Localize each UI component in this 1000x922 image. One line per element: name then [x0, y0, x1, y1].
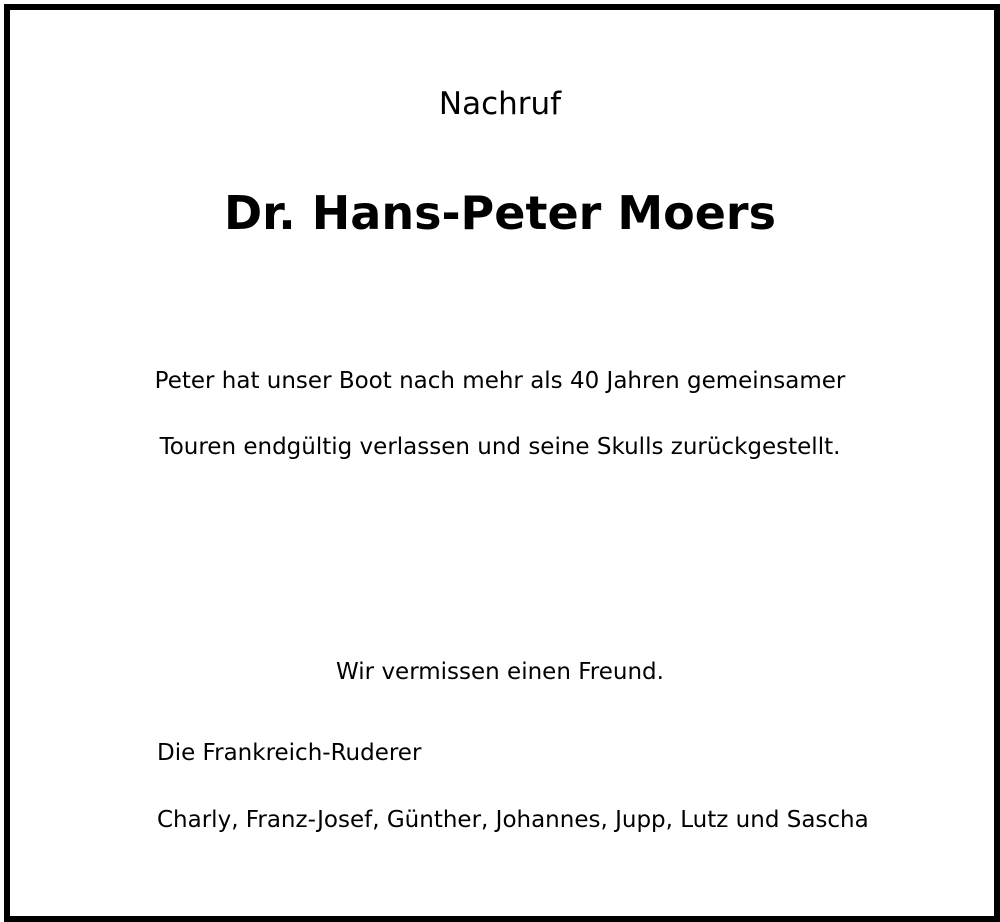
signature-group: Die Frankreich-Ruderer	[157, 740, 422, 766]
notice-body-line-1: Peter hat unser Boot nach mehr als 40 Jahren gemeinsamer	[154, 368, 846, 394]
notice-heading: Nachruf	[438, 86, 562, 122]
notice-border-frame	[4, 4, 1000, 922]
deceased-name: Dr. Hans-Peter Moers	[224, 186, 776, 240]
closing-sentence: Wir vermissen einen Freund.	[336, 659, 664, 685]
signature-names: Charly, Franz-Josef, Günther, Johannes, Jupp, Lutz und Sascha	[157, 807, 869, 833]
notice-body-line-2: Touren endgültig verlassen und seine Skulls zurückgestellt.	[159, 434, 841, 460]
